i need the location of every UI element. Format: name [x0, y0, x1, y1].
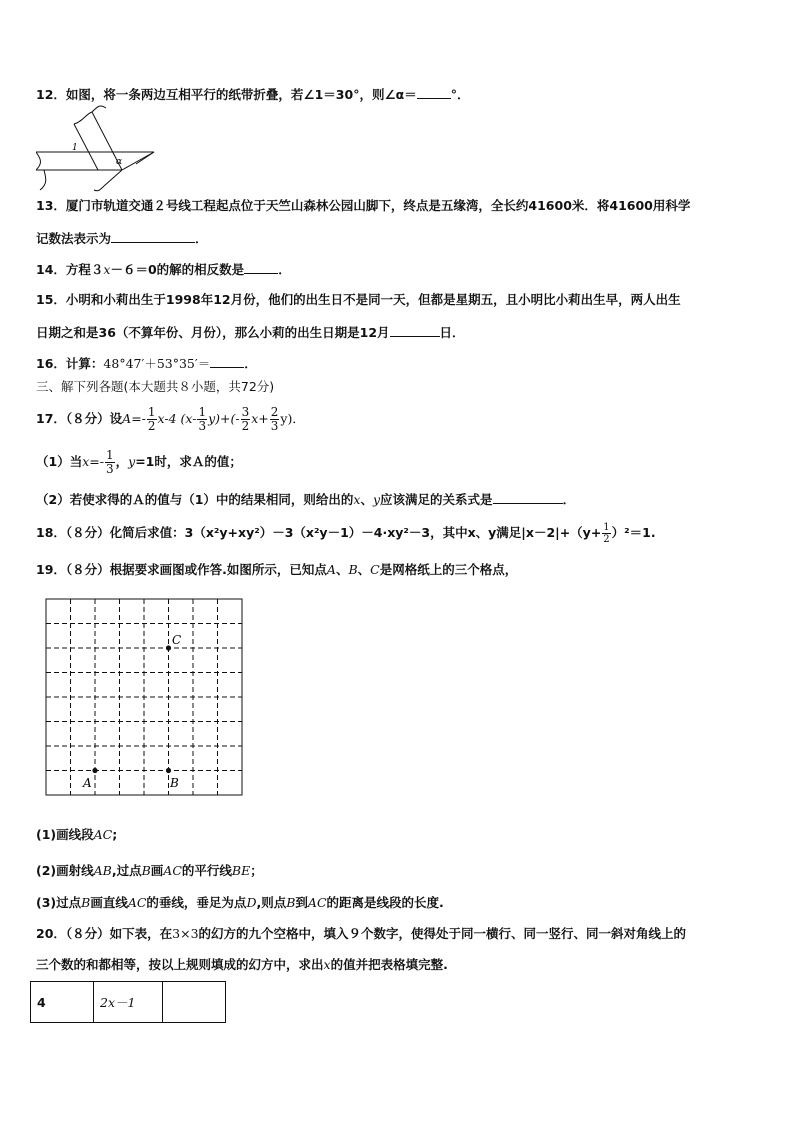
q19-s2-text-a: (2)画射线 [36, 863, 94, 878]
q16-text: 计算： [65, 356, 104, 371]
q14-answer-blank[interactable] [244, 259, 278, 274]
q13-text-2: 记数法表示为 [36, 231, 112, 246]
q19-s3-AC: AC [127, 895, 147, 910]
table-cell[interactable]: 2x－1 [94, 982, 163, 1023]
q19-s3-B2: B [286, 895, 296, 910]
frac-num: 2 [270, 405, 279, 419]
q19-s3-B: B [81, 895, 91, 910]
q17-p1-y: y [128, 454, 136, 469]
q12-text-tail: °． [450, 87, 470, 102]
q18-line [36, 516, 656, 550]
q17-p2-y: y [372, 492, 381, 507]
frac-num: 1 [147, 405, 156, 419]
q17-fraction-1 [147, 406, 157, 433]
frac-num: 1 [105, 448, 114, 462]
q19-s3-AC2: AC [307, 895, 327, 910]
q19-s2-tail: ； [250, 863, 263, 878]
q15-text-2: 日期之和是36（不算年份、月份），那么小莉的出生日期是12月 [36, 325, 390, 340]
table-cell[interactable]: 4 [31, 982, 94, 1023]
q16-line [36, 353, 257, 373]
q19-s2-text-d: 的平行线 [181, 863, 232, 878]
q17-fraction-4 [270, 406, 280, 433]
q20-text-1b: 的幻方的九个空格中，填入９个数字，使得处于同一横行、同一竖行、同一斜对角线上的 [198, 926, 687, 941]
q13-text-1: 厦门市轨道交通２号线工程起点位于天竺山森林公园山脚下，终点是五缘湾，全长约41600米．将41600用科学 [65, 198, 691, 213]
q19-s1-AC: AC [93, 827, 113, 842]
q19-point-A [92, 768, 97, 773]
q19-label-A: A [83, 776, 92, 790]
q19-s2-B: B [141, 863, 151, 878]
q19-point-C-text: C [370, 562, 380, 577]
q19-sep-1: 、 [335, 562, 349, 577]
q19-s2-AB: AB [93, 863, 112, 878]
q20-text-1a: 20．（８分）如下表，在 [36, 926, 173, 941]
q12-folded-strip-figure [36, 104, 168, 192]
q19-head-a: 19．（８分）根据要求画图或作答.如图所示，已知点 [36, 562, 327, 577]
q12-angle-alpha-label: α [116, 157, 123, 167]
q19-head-b: 是网格纸上的三个格点， [379, 562, 518, 577]
q17-p2-tail: ． [562, 492, 576, 507]
q17-part-2 [36, 489, 575, 509]
table-cell[interactable] [163, 982, 226, 1023]
q13-number: 13． [36, 198, 66, 213]
q19-s1-tail: ; [112, 827, 118, 842]
q20-text-2b: 的值并把表格填完整. [330, 957, 448, 972]
q20-3x3: 3×3 [172, 926, 199, 941]
q15-line-1 [36, 291, 681, 309]
frac-den: 2 [603, 534, 610, 545]
q19-label-C: C [172, 633, 182, 647]
q15-text-2-tail: 日． [439, 325, 465, 340]
q16-expression: 48°47′＋53°35′＝ [103, 356, 211, 371]
q19-point-B [166, 768, 171, 773]
frac-num: 3 [241, 405, 250, 419]
q16-text-tail: ． [244, 356, 257, 371]
q17-p1-text-a: （1）当 [36, 454, 83, 469]
q17-term-4: y)． [280, 411, 305, 426]
q14-text: 方程３ [65, 262, 104, 277]
q14-number: 14． [36, 262, 66, 277]
q20-text-2a: 三个数的和都相等，按以上规则填成的幻方中，求出 [36, 957, 324, 972]
q17-head: 17．（８分）设 [36, 411, 123, 426]
q17-part-1 [36, 445, 242, 479]
section-3-title: 三、解下列各题(本大题共８小题，共72分) [36, 379, 275, 394]
q19-s2-AC: AC [163, 863, 182, 878]
q17-p1-x: x [82, 454, 90, 469]
q17-p2-text-c: 应该满足的关系式是 [380, 492, 493, 507]
q19-s3-D: D [246, 895, 257, 910]
q20-line-1 [36, 925, 686, 943]
frac-den: 3 [198, 419, 207, 433]
q12-text: 如图，将一条两边互相平行的纸带折叠，若∠1＝30°，则∠α＝ [65, 87, 417, 102]
q19-step-1 [36, 826, 117, 844]
q19-point-A-text: A [326, 562, 336, 577]
q17-p2-x: x [353, 492, 361, 507]
q18-text-tail: ）²＝1. [611, 525, 656, 540]
q19-s3-text-e: 到 [295, 895, 308, 910]
q14-line [36, 259, 291, 279]
q17-eq: =- [131, 411, 146, 426]
q14-text-b: －６＝0的解的相反数是 [110, 262, 245, 277]
q20-var-x: x [323, 957, 331, 972]
q19-s3-text-b: 画直线 [90, 895, 128, 910]
frac-den: 2 [241, 419, 250, 433]
q19-s2-BE: BE [231, 863, 251, 878]
q17-p1-text-c: =1时，求Ａ的值； [135, 454, 242, 469]
q19-s3-text-d: ,则点 [256, 895, 287, 910]
q13-answer-blank[interactable] [111, 228, 195, 243]
q19-step-3 [36, 894, 444, 912]
q17-answer-blank[interactable] [493, 489, 563, 504]
q18-text: 18．（８分）化简后求值：3（x²y+xy²）－3（x²y－1）－4·xy²－3，其中x、y满足|x－2|+（y+ [36, 525, 602, 540]
q19-s1-text: (1)画线段 [36, 827, 94, 842]
q17-var-A: A [122, 411, 132, 426]
q16-number: 16． [36, 356, 66, 371]
q14-text-tail: ． [278, 262, 291, 277]
q15-text-1: 小明和小莉出生于1998年12月份，他们的出生日不是同一天，但都是星期五，且小明比小莉出生早，两人出生 [65, 292, 681, 307]
q19-step-2 [36, 862, 263, 880]
q19-s3-text-c: 的垂线，垂足为点 [146, 895, 247, 910]
q17-line [36, 402, 305, 436]
q17-term-2: y)+(- [208, 411, 240, 426]
q17-term-3: x+ [251, 411, 269, 426]
q19-s3-text-a: (3)过点 [36, 895, 82, 910]
q15-number: 15． [36, 292, 66, 307]
frac-den: 3 [105, 462, 114, 476]
q18-fraction [602, 522, 610, 545]
q19-grid-figure [45, 598, 245, 798]
q14-var-x: x [103, 262, 111, 277]
q17-p1-eq: =- [89, 454, 104, 469]
q17-p2-text-a: （2）若使求得的Ａ的值与（1）中的结果相同，则给出的 [36, 492, 354, 507]
q20-magic-square-table [30, 981, 226, 1023]
q13-line-1 [36, 197, 690, 215]
q17-p1-comma: ， [115, 454, 129, 469]
frac-den: 3 [270, 419, 279, 433]
q19-s3-tail: 的距离是线段的长度. [326, 895, 444, 910]
q15-line-2 [36, 322, 465, 342]
q13-line-2 [36, 228, 208, 248]
q17-fraction-3 [241, 406, 251, 433]
q16-answer-blank[interactable] [210, 353, 244, 368]
q19-s2-text-b: ,过点 [111, 863, 142, 878]
q12-answer-blank[interactable] [417, 84, 451, 99]
q12-angle-1-label: 1 [72, 143, 78, 153]
q17-term-1: x-4 (x- [157, 411, 197, 426]
q19-point-C [166, 645, 171, 650]
q20-line-2 [36, 956, 448, 974]
q17-fraction-2 [197, 406, 207, 433]
section-3-heading [36, 378, 274, 396]
q12-number: 12． [36, 87, 66, 102]
q19-point-B-text: B [348, 562, 358, 577]
q17-p1-fraction [105, 449, 115, 476]
frac-num: 1 [198, 405, 207, 419]
q15-answer-blank[interactable] [390, 322, 440, 337]
q19-sep-2: 、 [357, 562, 371, 577]
frac-num: 1 [603, 522, 610, 533]
q13-text-2-tail: ． [195, 231, 208, 246]
q19-label-B: B [170, 776, 179, 790]
frac-den: 2 [147, 419, 156, 433]
q19-line [36, 561, 517, 579]
q12-line [36, 84, 470, 104]
q17-p2-sep: 、 [360, 492, 373, 507]
table-row [31, 982, 226, 1023]
q19-s2-text-c: 画 [150, 863, 164, 878]
